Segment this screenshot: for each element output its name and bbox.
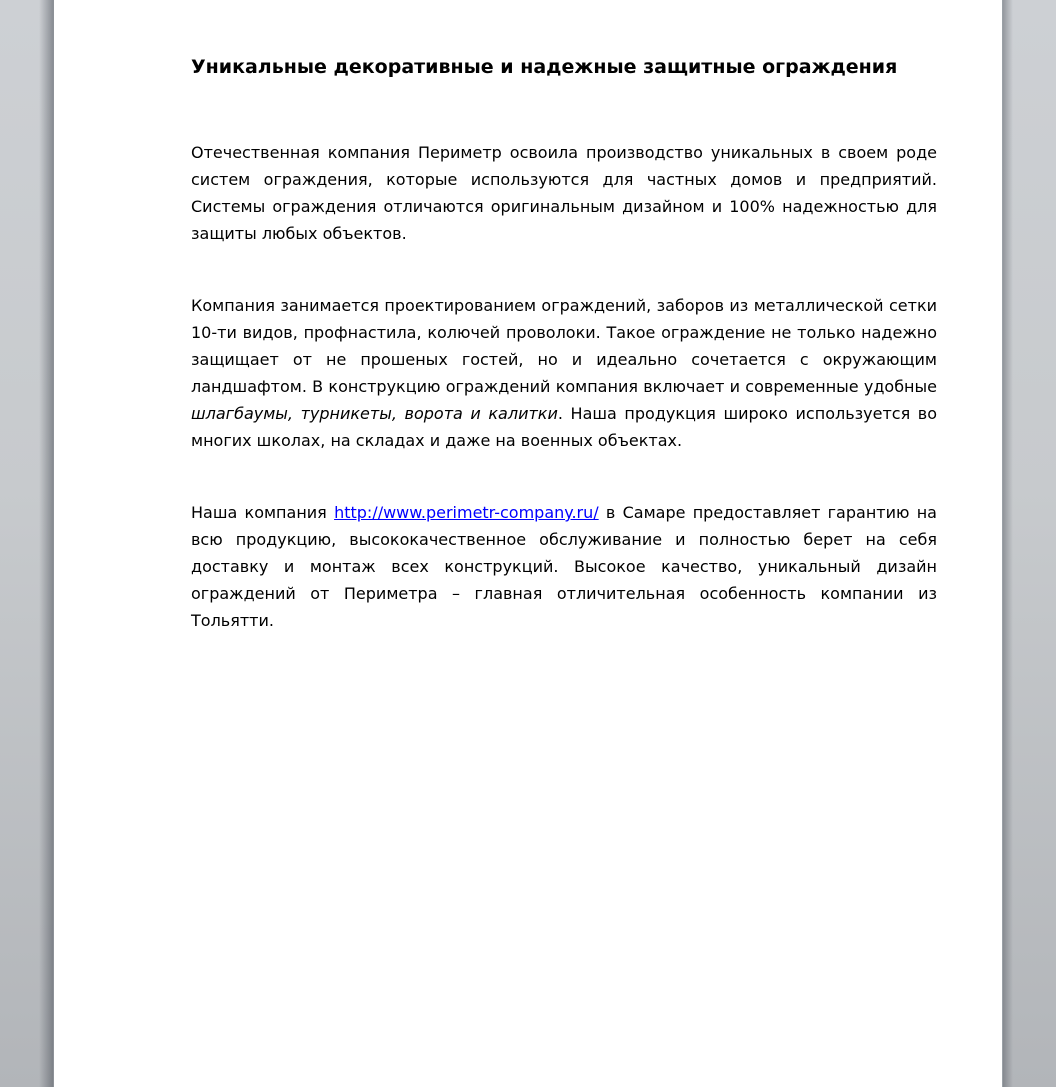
paragraph-company-text-before: Наша компания bbox=[191, 503, 335, 522]
company-website-hyperlink[interactable]: http://www.perimetr-company.ru/ bbox=[334, 503, 599, 522]
paragraph-intro: Отечественная компания Периметр освоила производство уникальных в своем роде систем ограждения, которые используются для частных домов и предприятий. Системы ограждения отличаются оригинальным дизайном и 100% надежностью для защиты любых объектов. bbox=[191, 143, 937, 243]
document-title: Уникальные декоративные и надежные защитные ограждения bbox=[191, 56, 898, 78]
paragraph-products bbox=[191, 292, 937, 454]
paragraph-company-info bbox=[191, 499, 937, 634]
paragraph-products-text-after: . Наша продукция широко используется во многих школах, на складах и даже на военных объектах. bbox=[191, 404, 937, 450]
paragraph-company-text-after: в Самаре предоставляет гарантию на всю продукцию, высококачественное обслуживание и полностью берет на себя доставку и монтаж всех конструкций. Высокое качество, уникальный дизайн ограждений от Периметра – главная отличительная особенность компании из Тольятти. bbox=[191, 503, 937, 630]
document-page bbox=[53, 0, 1003, 1087]
paragraph-products-italic-phrase: шлагбаумы, турникеты, ворота и калитки bbox=[191, 404, 558, 423]
document-content bbox=[191, 55, 937, 634]
paragraph-products-text-before: Компания занимается проектированием ограждений, заборов из металлической сетки 10-ти видов, профнастила, колючей проволоки. Такое ограждение не только надежно защищает от не прошеных гостей, но и идеально сочетается с окружающим ландшафтом. В конструкцию ограждений компания включает и современные удобные bbox=[191, 296, 937, 396]
